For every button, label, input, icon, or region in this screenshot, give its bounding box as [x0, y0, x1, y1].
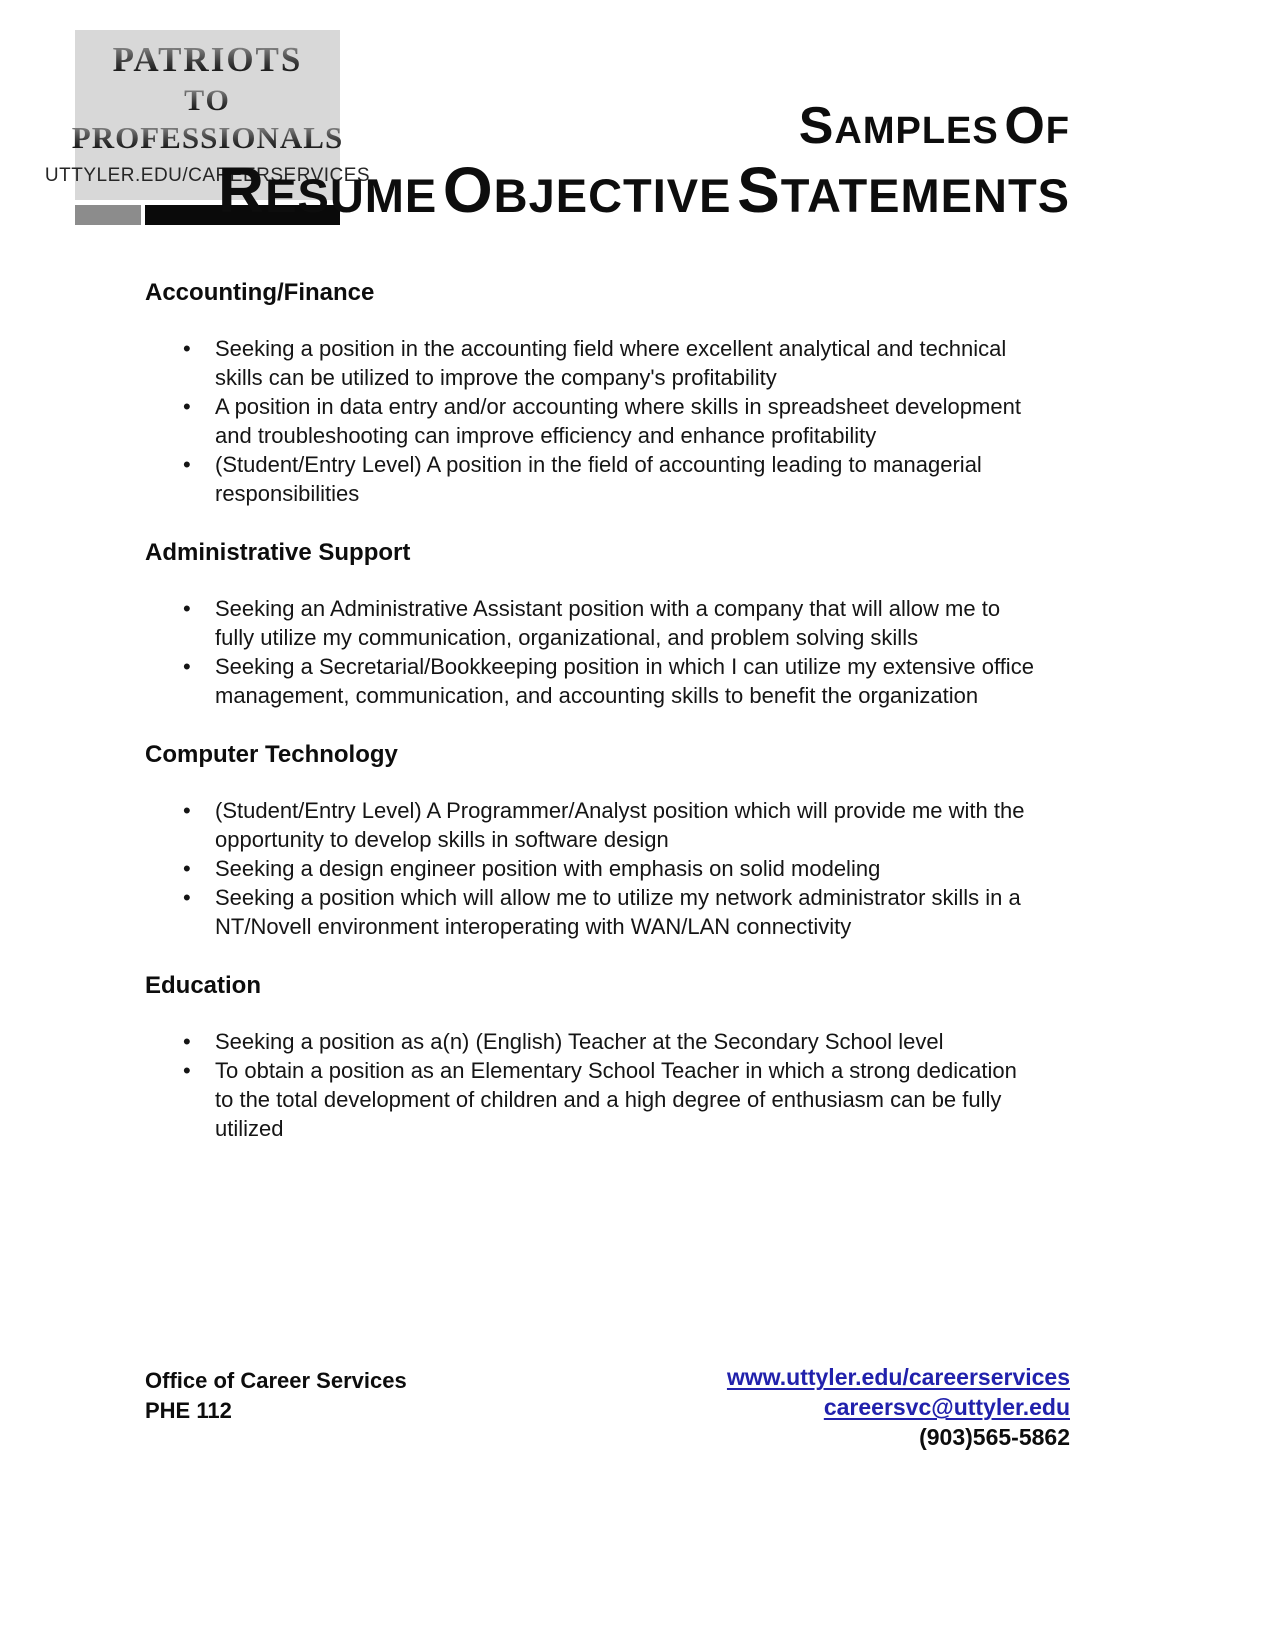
- section-bullet-list: [145, 334, 1075, 508]
- bullet-item: • Seeking an Administrative Assistant position with a company that will allow me to fully utilize my communication, organizational, and problem solving skills: [183, 594, 1038, 652]
- footer-office-block: [145, 1366, 407, 1426]
- footer-office-room: PHE 112: [145, 1398, 232, 1423]
- section-heading: Computer Technology: [145, 741, 398, 768]
- section-bullet-list: [145, 594, 1075, 710]
- section-bullet-list: [145, 1027, 1075, 1143]
- logo-url: UTTYLER.EDU/CAREERSERVICES: [44, 164, 371, 186]
- footer-phone: (903)565-5862: [919, 1424, 1070, 1450]
- sections-container: [145, 278, 1075, 1173]
- footer-website-link[interactable]: www.uttyler.edu/careerservices: [726, 1364, 1070, 1390]
- bullet-item: • (Student/Entry Level) A position in the field of accounting leading to managerial responsibilities: [183, 450, 1038, 508]
- footer-email-row: [727, 1392, 1070, 1422]
- bullet-item: • Seeking a position as a(n) (English) Teacher at the Secondary School level: [183, 1027, 1038, 1056]
- bullet-item: • Seeking a position in the accounting field where excellent analytical and technical skills can be utilized to improve the company's profitability: [183, 334, 1038, 392]
- logo-text-patriots: PATRIOTS: [112, 40, 303, 79]
- section-heading: Accounting/Finance: [145, 279, 375, 306]
- footer-contact-block: [727, 1362, 1070, 1452]
- logo-bar-gray: [75, 205, 141, 225]
- bullet-item: • (Student/Entry Level) A Programmer/Analyst position which will provide me with the opportunity to develop skills in software design: [183, 796, 1038, 854]
- footer-website-row: [727, 1362, 1070, 1392]
- footer-email-link[interactable]: careersvc@uttyler.edu: [823, 1394, 1070, 1420]
- bullet-item: • Seeking a Secretarial/Bookkeeping position in which I can utilize my extensive office management, communication, and accounting skills to benefit the organization: [183, 652, 1038, 710]
- bullet-item: • A position in data entry and/or accounting where skills in spreadsheet development and troubleshooting can improve efficiency and enhance profitability: [183, 392, 1038, 450]
- bullet-item: • Seeking a design engineer position with emphasis on solid modeling: [183, 854, 1038, 883]
- section-bullet-list: [145, 796, 1075, 941]
- page-title: [217, 97, 1070, 226]
- section-heading: Administrative Support: [145, 539, 411, 566]
- logo-text-professionals: PROFESSIONALS: [71, 120, 344, 156]
- bullet-item: • Seeking a position which will allow me to utilize my network administrator skills in a NT/Novell environment interoperating with WAN/LAN connectivity: [183, 883, 1038, 941]
- logo-text-to: TO: [184, 83, 231, 117]
- footer-office-name: Office of Career Services: [145, 1368, 407, 1393]
- title-line-resume-objective-statements: RESUMEOBJECTIVESTATEMENTS: [217, 154, 1070, 226]
- section-heading: Education: [145, 972, 262, 999]
- title-line-samples-of: SAMPLES OF: [798, 97, 1070, 155]
- bullet-item: • To obtain a position as an Elementary School Teacher in which a strong dedication to the total development of children and a high degree of enthusiasm can be fully utilized: [183, 1056, 1038, 1143]
